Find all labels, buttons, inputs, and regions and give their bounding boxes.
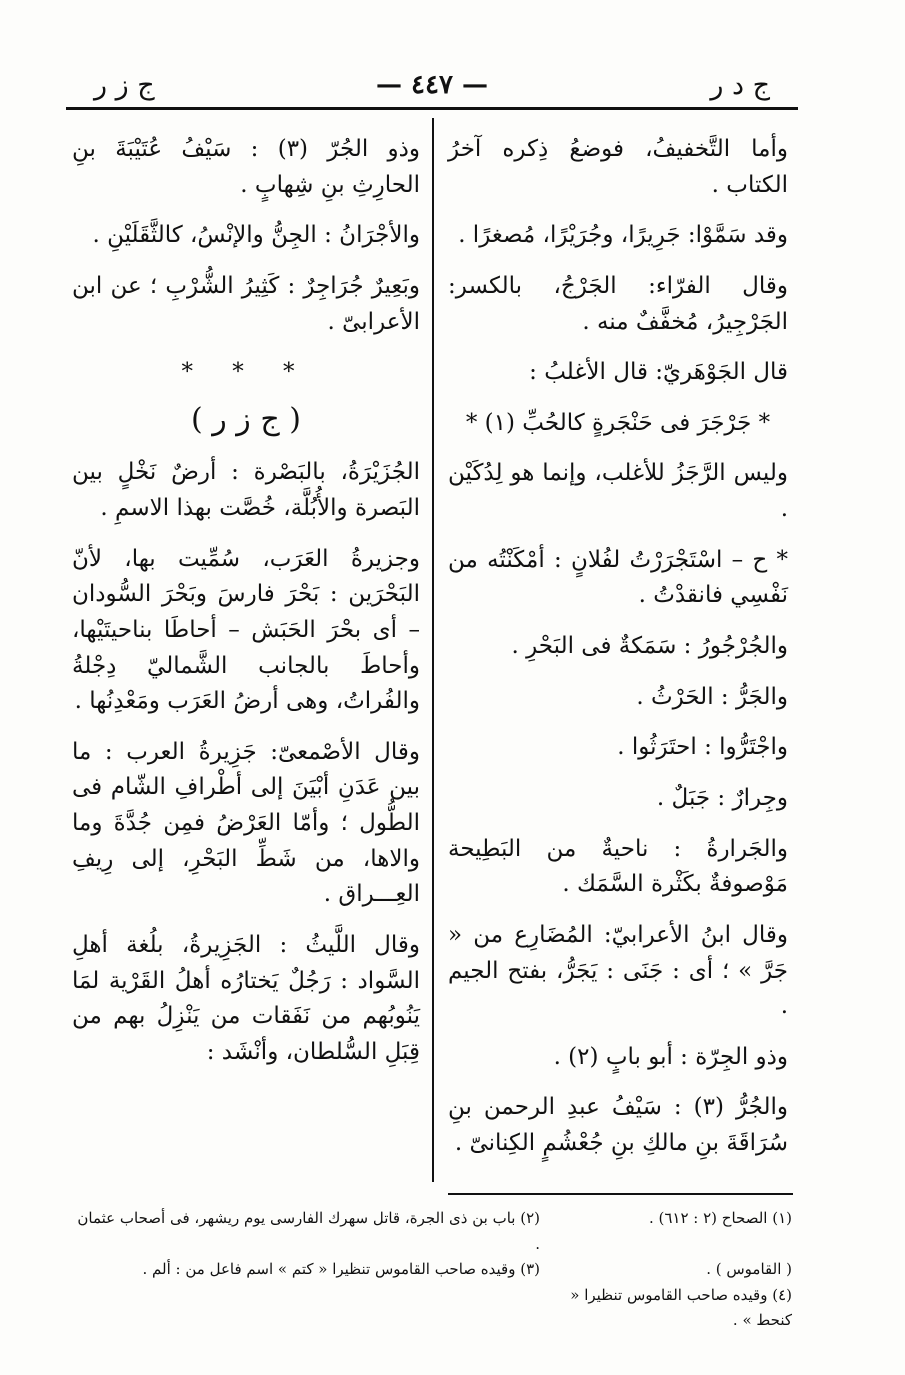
verse-line: * جَرْجَرَ فى حَنْجَرةٍ كالحُبِّ (١) * bbox=[465, 409, 771, 436]
footnotes bbox=[70, 1206, 792, 1334]
paragraph: وأما التَّخفيفُ، فوضعُ ذِكره آخرُ الكتاب . bbox=[448, 136, 788, 198]
paragraph: والجُرْجُورُ : سَمَكةٌ فى البَحْرِ . bbox=[511, 633, 788, 660]
section-separator: * * * bbox=[181, 359, 311, 386]
footnote-1: (١) الصحاح (٢ : ٦١٢) . bbox=[648, 1209, 792, 1227]
paragraph: وليس الرَّجَزُ للأغلب، وإنما هو لِدُكَيْن . bbox=[448, 460, 788, 523]
left-column bbox=[72, 132, 420, 1086]
paragraph: والجَرارةُ : ناحيةٌ من البَطِيحة مَوْصوفةٌ بكَثْرة السَّمَك . bbox=[448, 835, 788, 898]
paragraph: * ح – اسْتَجْرَرْتُ لفُلانٍ : أمْكَنْتُه من نَفْسِي فانقدْتُ . bbox=[448, 546, 788, 609]
paragraph: وجِرارٌ : جَبَلٌ . bbox=[656, 784, 788, 811]
paragraph: قال الجَوْهَريّ: قال الأغلبُ : bbox=[529, 359, 788, 386]
paragraph: وجزيرةُ العَرَب، سُمِّيت بها، لأنّ البَحْرَين : بَحْرَ فارسَ وبَحْرَ السُّودان – أى بحْرَ الحَبَش – أحاطَا بناحيتَيْها، وأحاطَ بالجانب الشَّماليّ دِجْلةُ والفُراتُ، وهى أرضُ العَرَب ومَعْدِنُها . bbox=[72, 545, 420, 715]
paragraph: وذو الجِرّة : أبو بابٍ (٢) . bbox=[553, 1043, 788, 1070]
paragraph: وقال ابنُ الأعرابيّ: المُضَارِع من « جَرَّ » ؛ أى : جَنَى : يَجَرُّ، بفتح الجيم . bbox=[448, 921, 788, 1020]
paragraph: وقال الفرّاء: الجَرْجُ، بالكسر: الجَرْجِيرُ، مُخفَّفٌ منه . bbox=[448, 272, 788, 335]
paragraph: وقال اللَّيثُ : الجَزِيرةُ، بلُغة أهلِ السَّواد : رَجُلٌ يَختارُه أهلُ القَرْية لمَا يَنُوبُهم من نَفَقات من يَنْزِلُ بهم من قِبَلِ السُّلطان، وأنْشَد : bbox=[72, 932, 420, 1065]
paragraph: والجُرُّ (٣) : سَيْفُ عبدِ الرحمن بنِ سُرَاقَةَ بنِ مالكِ بنِ جُعْشُمٍ الكِنانىّ . bbox=[448, 1094, 789, 1157]
page-number: — ٤٤٧ — bbox=[375, 70, 489, 100]
header-rule bbox=[66, 107, 798, 110]
footnote-rule bbox=[448, 1193, 793, 1195]
entry-heading: ( ج ز ر ) bbox=[191, 401, 301, 437]
paragraph: الجُزَيْرَةُ، بالبَصْرة : أرضٌ نَخْلٍ بين البَصرة والأُبُلَّة، خُصَّت بهذا الاسمِ . bbox=[72, 459, 420, 521]
footnote-1-continued: ( القاموس ) . bbox=[706, 1260, 792, 1278]
paragraph: واجْتَرُّوا : احتَرَثُوا . bbox=[617, 734, 788, 761]
running-head-right: ج د ر bbox=[710, 70, 770, 101]
paragraph: والأجْرَانُ : الجِنُّ والإنْسُ، كالثَّقَلَيْنِ . bbox=[92, 222, 420, 249]
column-divider bbox=[432, 118, 434, 1182]
paragraph: وذو الجُرّ (٣) : سَيْفُ عُتَيْبَةَ بنِ الحارِثِ بنِ شِهابٍ . bbox=[72, 136, 420, 198]
paragraph: وقال الأصْمعىّ: جَزِيرةُ العرب : ما بين عَدَنِ أبْيَنَ إلى أطْرافِ الشّام فى الطُّول ؛ وأمّا العَرْضُ فمِن جُدَّةَ وما والاها، من شَطِّ البَحْرِ، إلى رِيفِ العِـــراق . bbox=[72, 738, 420, 908]
footnote-4: (٤) وقيده صاحب القاموس تنظيرا « كنحط » . bbox=[570, 1285, 792, 1329]
page-header bbox=[66, 62, 798, 106]
right-column bbox=[448, 132, 788, 1177]
footnote-3: (٣) وقيده صاحب القاموس تنظيرا « كتم » اسم فاعل من : ألم . bbox=[142, 1260, 540, 1278]
paragraph: والجَرُّ : الحَرْثُ . bbox=[636, 683, 788, 710]
paragraph: وقد سَمَّوْا: جَرِيرًا، وجُرَيْرًا، مُصغرًا . bbox=[458, 222, 788, 249]
running-head-left: ج ز ر bbox=[94, 70, 155, 101]
footnote-2: (٢) باب بن ذى الجرة، قاتل سهرك الفارسى يوم ريشهر، فى أصحاب عثمان . bbox=[77, 1209, 540, 1253]
paragraph: وبَعِيرٌ جُرَاجِرٌ : كَثِيرُ الشُّرْبِ ؛ عن ابن الأعرابىّ . bbox=[72, 272, 420, 335]
